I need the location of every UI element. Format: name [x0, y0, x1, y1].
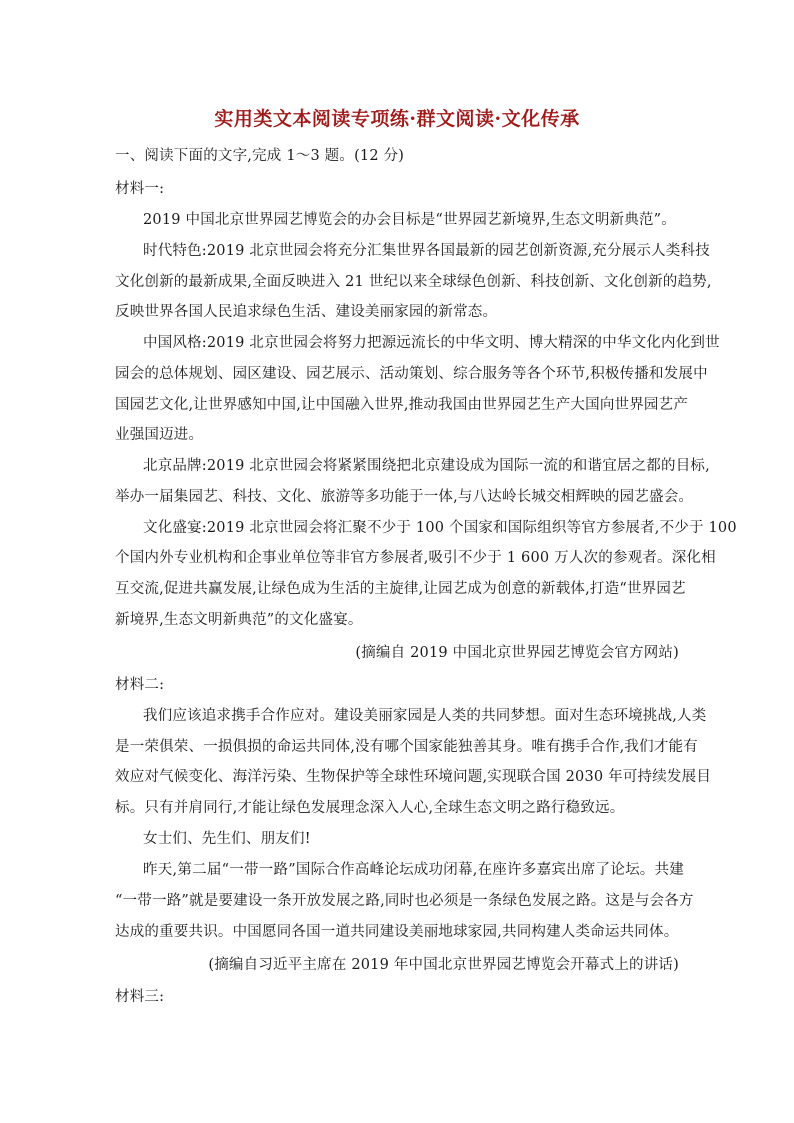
material2-p3-line2: “一带一路”就是要建设一条开放发展之路,同时也必须是一条绿色发展之路。这是与会各方 [115, 893, 694, 909]
material2-p1-line2: 是一荣俱荣、一损俱损的命运共同体,没有哪个国家能独善其身。唯有携手合作,我们才能有 [115, 739, 698, 755]
page-title: 实用类文本阅读专项练·群文阅读·文化传承 [214, 108, 580, 130]
material2-label: 材料二: [115, 677, 165, 693]
material1-p3-line2: 园会的总体规划、园区建设、园艺展示、活动策划、综合服务等各个环节,积极传播和发展中 [115, 366, 708, 382]
material1-p5-line4: 新境界,生态文明新典范”的文化盛宴。 [115, 612, 363, 628]
material1-source: (摘编自 2019 中国北京世界园艺博览会官方网站) [355, 645, 679, 661]
material1-label: 材料一: [115, 181, 165, 197]
material2-p1-line3: 效应对气候变化、海洋污染、生物保护等全球性环境问题,实现联合国 2030 年可持续发展目 [115, 769, 712, 785]
material2-p3-line1: 昨天,第二届“一带一路”国际合作高峰论坛成功闭幕,在座许多嘉宾出席了论坛。共建 [143, 862, 684, 878]
material1-p3-line3: 国园艺文化,让世界感知中国,让中国融入世界,推动我国由世界园艺生产大国向世界园艺产 [115, 397, 689, 413]
material1-p5-line2: 个国内外专业机构和企事业单位等非官方参展者,吸引不少于 1 600 万人次的参观者。深化相 [115, 550, 716, 566]
material1-p5-line1: 文化盛宴:2019 北京世园会将汇聚不少于 100 个国家和国际组织等官方参展者,不少于 100 [143, 520, 737, 536]
material1-p2-line1: 时代特色:2019 北京世园会将充分汇集世界各国最新的园艺创新资源,充分展示人类科技 [143, 243, 710, 259]
material1-p1: 2019 中国北京世界园艺博览会的办会目标是“世界园艺新境界,生态文明新典范”。 [143, 212, 676, 228]
material2-p1-line1: 我们应该追求携手合作应对。建设美丽家园是人类的共同梦想。面对生态环境挑战,人类 [143, 708, 707, 724]
material1-p4-line1: 北京品牌:2019 北京世园会将紧紧围绕把北京建设成为国际一流的和谐宜居之都的目标, [143, 458, 710, 474]
material1-p2-line2: 文化创新的最新成果,全面反映进入 21 世纪以来全球绿色创新、科技创新、文化创新的趋势, [115, 274, 712, 290]
material1-p4-line2: 举办一届集园艺、科技、文化、旅游等多功能于一体,与八达岭长城交相辉映的园艺盛会。 [115, 489, 694, 505]
material3-label: 材料三: [115, 989, 165, 1005]
material1-p3-line4: 业强国迈进。 [115, 427, 204, 443]
question-instruction: 一、阅读下面的文字,完成 1～3 题。(12 分) [115, 148, 405, 164]
material2-p3-line3: 达成的重要共识。中国愿同各国一道共同建设美丽地球家园,共同构建人类命运共同体。 [115, 924, 679, 940]
material1-p5-line3: 互交流,促进共赢发展,让绿色成为生活的主旋律,让园艺成为创意的新载体,打造“世界园艺 [115, 581, 686, 597]
material1-p3-line1: 中国风格:2019 北京世园会将努力把源远流长的中华文明、博大精深的中华文化内化到世 [143, 335, 720, 351]
material2-source: (摘编自习近平主席在 2019 年中国北京世界园艺博览会开幕式上的讲话) [208, 957, 679, 973]
material1-p2-line3: 反映世界各国人民追求绿色生活、建设美丽家园的新常态。 [115, 304, 498, 320]
material2-p1-line4: 标。只有并肩同行,才能让绿色发展理念深入人心,全球生态文明之路行稳致远。 [115, 800, 625, 816]
material2-p2: 女士们、先生们、朋友们! [143, 831, 311, 847]
